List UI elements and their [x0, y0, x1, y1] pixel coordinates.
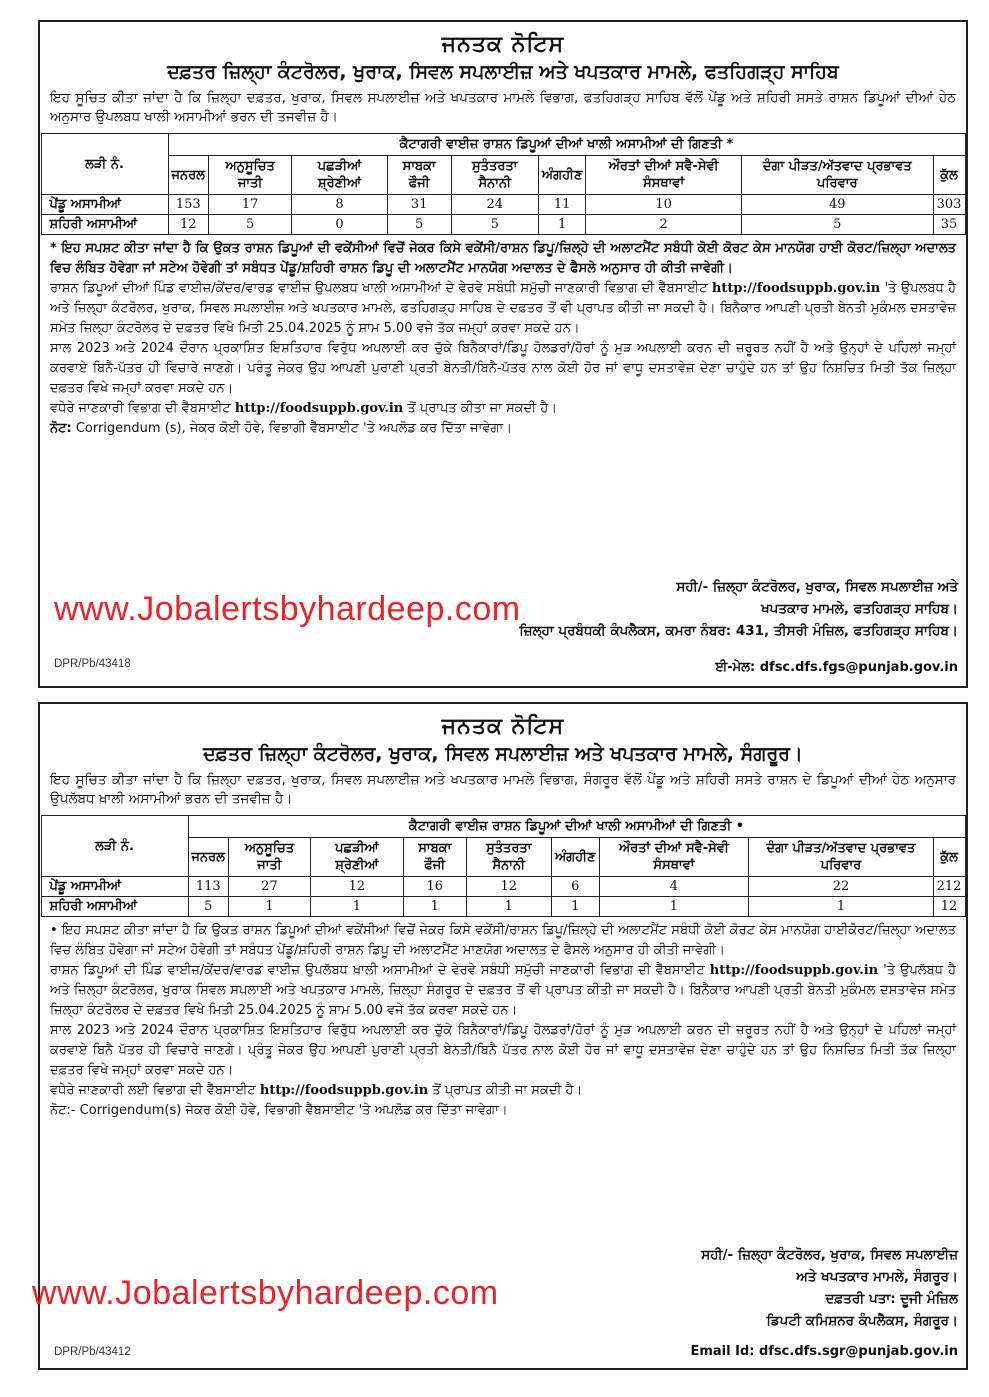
notice-title: ਜਨਤਕ ਨੋਟਿਸ [441, 32, 565, 57]
court-case-clause: * ਇਹ ਸਪਸ਼ਟ ਕੀਤਾ ਜਾਂਦਾ ਹੈ ਕਿ ਉਕਤ ਰਾਸ਼ਨ ਡਿਪੂਆਂ ਦੀ ਵਕੇਂਸੀਆਂ ਵਿਚੋਂ ਜੇਕਰ ਕਿਸੇ ਵਕੇਂਸੀ/ਰਾਸ਼ਨ ਡਿਪੂ/ਜ਼ਿਲ੍ਹੇ ਦੀ ਅਲਾਟਮੈਂਟ ਸਬੰਧੀ ਕੋਈ ਕੋਰਟ ਕੇਸ ਮਾਨਯੋਗ ਹਾਈ ਕੋਰਟ/ਜ਼ਿਲ੍ਹਾ ਅਦਾਲਤ ਵਿਚ ਲੰਬਿਤ ਹੋਵੇਗਾ ਜਾਂ ਸਟੇਅ ਹੋਵੇਗੀ ਤਾਂ ਸਬੰਧਤ ਪੇਂਡੂ/ਸ਼ਹਿਰੀ ਰਾਸ਼ਨ ਡਿਪੂ ਦੀ ਅਲਾਟਮੈਂਟ ਮਾਨਯੋਗ ਅਦਾਲਤ ਦੇ ਫੈਸਲੇ ਅਨੁਸਾਰ ਹੀ ਕੀਤੀ ਜਾਵੇਗੀ। [50, 241, 956, 276]
cell: 1 [599, 897, 749, 917]
notice-fatehgarh-sahib [38, 20, 968, 688]
intro-paragraph: ਇਹ ਸੂਚਿਤ ਕੀਤਾ ਜਾਂਦਾ ਹੈ ਕਿ ਜ਼ਿਲ੍ਹਾ ਦਫ਼ਤਰ, ਖੁਰਾਕ, ਸਿਵਲ ਸਪਲਾਈਜ਼ ਅਤੇ ਖਪਤਕਾਰ ਮਾਮਲੇ ਵਿਭਾਗ, ਸੰਗਰੂਰ ਵੱਲੋਂ ਪੇਂਡੂ ਅਤੇ ਸ਼ਹਿਰੀ ਸਸਤੇ ਰਾਸ਼ਨ ਦੇ ਡਿਪੂਆਂ ਦੀਆਂ ਹੇਠ ਅਨੁਸਾਰ ਉਪਲੱਬਧ ਖ਼ਾਲੀ ਅਸਾਮੀਆਂ ਭਰਨ ਦੀ ਤਜਵੀਜ਼ ਹੈ। [50, 772, 956, 807]
row-label-urban: ਸ਼ਹਿਰੀ ਅਸਾਮੀਆਂ [41, 215, 168, 235]
signature-line: ਸਹੀ/- ਜ਼ਿਲ੍ਹਾ ਕੰਟਰੋਲਰ, ਖੁਰਾਕ, ਸਿਵਲ ਸਪਲਾਈਜ਼ [701, 1247, 958, 1263]
cell: 10 [586, 195, 741, 215]
signature-line: ਸਹੀ/- ਜ਼ਿਲ੍ਹਾ ਕੰਟਰੋਲਰ, ਖੁਰਾਕ, ਸਿਵਲ ਸਪਲਾਈਜ਼ ਅਤੇ [676, 579, 958, 595]
cell: 12 [933, 897, 965, 917]
row-label-rural: ਪੇਂਡੂ ਅਸਾਮੀਆਂ [41, 877, 188, 897]
signature-line: ਜ਼ਿਲ੍ਹਾ ਪ੍ਰਬੰਧਕੀ ਕੰਪਲੈਕਸ, ਕਮਰਾ ਨੰਬਰ: 431, ਤੀਸਰੀ ਮੰਜ਼ਿਲ, ਫਤਹਿਗੜ੍ਹ ਸਾਹਿਬ। [519, 623, 958, 639]
signature-block [701, 1244, 958, 1332]
col-total: ਕੁੱਲ [933, 156, 965, 195]
cell: 303 [933, 195, 965, 215]
dpr-number: DPR/Pb/43412 [54, 1346, 131, 1358]
website-info-text: ਰਾਸ਼ਨ ਡਿਪੂਆਂ ਦੀਆਂ ਪਿੰਡ ਵਾਈਜ਼/ਕੇਂਦਰ/ਵਾਰਡ ਵਾਈਜ਼ ਉਪਲਬਧ ਖਾਲੀ ਅਸਾਮੀਆਂ ਦੇ ਵੇਰਵੇ ਸਬੰਧੀ ਸਮੁੱਚੀ ਜਾਣਕਾਰੀ ਵਿਭਾਗ ਦੀ ਵੈੱਬਸਾਈਟ [50, 281, 708, 296]
category-header-row [41, 156, 965, 195]
website-info-paragraph [50, 279, 956, 339]
office-heading: ਦਫ਼ਤਰ ਜ਼ਿਲ੍ਹਾ ਕੰਟਰੋਲਰ, ਖੁਰਾਕ, ਸਿਵਲ ਸਪਲਾਈਜ਼ ਅਤੇ ਖਪਤਕਾਰ ਮਾਮਲੇ, ਫਤਹਿਗੜ੍ਹ ਸਾਹਿਬ [167, 61, 839, 83]
col-bc: ਪਛੜੀਆਂ ਸ਼੍ਰੇਣੀਆਂ [310, 838, 403, 877]
cell: 5 [387, 215, 451, 235]
cell: 27 [228, 877, 310, 897]
row-label-rural: ਪੇਂਡੂ ਅਸਾਮੀਆਂ [41, 195, 168, 215]
website-link[interactable]: http://foodsuppb.gov.in [711, 281, 881, 296]
more-info-link[interactable]: http://foodsuppb.gov.in [234, 401, 404, 416]
table-row [41, 877, 965, 897]
cell: 1 [466, 897, 551, 917]
cell: 113 [188, 877, 228, 897]
court-case-clause: • ਇਹ ਸਪਸ਼ਟ ਕੀਤਾ ਜਾਂਦਾ ਹੈ ਕਿ ਉਕਤ ਰਾਸ਼ਨ ਡਿਪੂਆਂ ਦੀਆਂ ਵਕੇਂਸੀਆਂ ਵਿਚੋਂ ਜੇਕਰ ਕਿਸੇ ਵਕੇਂਸੀ/ਰਾਸ਼ਨ ਡਿਪੂ/ਜ਼ਿਲ੍ਹੇ ਦੀ ਅਲਾਟਮੈਂਟ ਸਬੰਧੀ ਕੋਈ ਕੋਰਟ ਕੇਸ ਮਾਨਯੋਗ ਹਾਈਕੋਰਟ/ਜ਼ਿਲ੍ਹਾ ਅਦਾਲਤ ਵਿਚ ਲੰਬਿਤ ਹੋਵੇਗਾ ਜਾਂ ਸਟੇਅ ਹੋਵੇਗੀ ਤਾਂ ਸਬੰਧਤ ਪੇਂਡੂ/ਸ਼ਹਿਰੀ ਰਾਸ਼ਨ ਡਿਪੂ ਦੀ ਅਲਾਟਮੈਂਟ ਮਾਣਯੋਗ ਅਦਾਲਤ ਦੇ ਫੈਸਲੇ ਅਨੁਸਾਰ ਹੀ ਕੀਤੀ ਜਾਵੇਗੀ। [50, 923, 956, 958]
col-handicapped: ਅੰਗਹੀਣ [538, 156, 586, 195]
cell: 4 [599, 877, 749, 897]
cell: 17 [208, 195, 291, 215]
intro-paragraph: ਇਹ ਸੂਚਿਤ ਕੀਤਾ ਜਾਂਦਾ ਹੈ ਕਿ ਜ਼ਿਲ੍ਹਾ ਦਫ਼ਤਰ, ਖੁਰਾਕ, ਸਿਵਲ ਸਪਲਾਈਜ਼ ਅਤੇ ਖਪਤਕਾਰ ਮਾਮਲੇ ਵਿਭਾਗ, ਫਤਹਿਗੜ੍ਹ ਸਾਹਿਬ ਵੱਲੋਂ ਪੇਂਡੂ ਅਤੇ ਸ਼ਹਿਰੀ ਸਸਤੇ ਰਾਸ਼ਨ ਡਿਪੂਆਂ ਦੀਆਂ ਹੇਠ ਅਨੁਸਾਰ ਉਪਲਬਧ ਖਾਲੀ ਅਸਾਮੀਆਂ ਭਰਨ ਦੀ ਤਜਵੀਜ਼ ਹੈ। [50, 90, 956, 125]
cell: 153 [168, 195, 208, 215]
more-info-text: ਵਧੇਰੇ ਜਾਣਕਾਰੀ ਲਈ ਵਿਭਾਗ ਦੀ ਵੈੱਬਸਾਈਟ [50, 1083, 256, 1098]
serial-header: ਲੜੀ ਨੰ. [41, 816, 188, 877]
cell: 16 [403, 877, 466, 897]
cell: 1 [403, 897, 466, 917]
signature-line: ਦਫ਼ਤਰੀ ਪਤਾ: ਦੂਜੀ ਮੰਜ਼ਿਲ [825, 1291, 958, 1307]
submission-text: 'ਤੇ ਉਪਲੱਬਧ ਹੈ ਅਤੇ ਜ਼ਿਲ੍ਹਾ ਕੰਟਰੋਲਰ, ਖੁਰਾਕ ਸਿਵਲ ਸਪਲਾਈ ਅਤੇ ਖਪਤਕਾਰ ਮਾਮਲੇ, ਜ਼ਿਲ੍ਹਾ ਸੰਗਰੂਰ ਦੇ ਦਫ਼ਤਰ ਤੋਂ ਵੀ ਪ੍ਰਾਪਤ ਕੀਤੀ ਜਾ ਸਕਦੀ ਹੈ। ਬਿਨੈਕਾਰ ਆਪਣੀ ਪ੍ਰਤੀ ਬੇਨਤੀ ਮੁਕੰਮਲ ਦਸਤਾਵੇਜ਼ ਸਮੇਤ ਜ਼ਿਲ੍ਹਾ ਕੰਟਰੋਲਰ ਦੇ ਦਫ਼ਤਰ ਵਿਖੇ ਮਿਤੀ 25.04.2025 ਨੂੰ ਸ਼ਾਮ 5.00 ਵਜੇ ਤੱਕ ਕਰਵਾ ਸਕਦੇ ਹਨ। [50, 963, 957, 1018]
cell: 5 [208, 215, 291, 235]
note-label: ਨੋਟ:- [50, 1103, 76, 1118]
signature-line: ਖਪਤਕਾਰ ਮਾਮਲੇ, ਫਤਹਿਗੜ੍ਹ ਸਾਹਿਬ। [761, 601, 958, 617]
note-paragraph [50, 419, 956, 439]
col-total: ਕੁੱਲ [933, 838, 965, 877]
table-row [41, 195, 965, 215]
cell: 5 [188, 897, 228, 917]
signature-block [519, 576, 958, 642]
cell: 12 [310, 877, 403, 897]
watermark-text: www.Jobalertsbyhardeep.com [54, 590, 521, 628]
note-paragraph [50, 1101, 956, 1121]
col-handicapped: ਅੰਗਹੀਣ [551, 838, 599, 877]
cell: 5 [741, 215, 933, 235]
cell: 1 [538, 215, 586, 235]
col-general: ਜਨਰਲ [168, 156, 208, 195]
col-riot-affected: ਦੰਗਾ ਪੀੜਤ/ਅੱਤਵਾਦ ਪ੍ਰਭਾਵਤ ਪਰਿਵਾਰ [741, 156, 933, 195]
col-freedom-fighter: ਸੁਤੰਤਰਤਾ ਸੈਨਾਨੀ [451, 156, 538, 195]
cell: 24 [451, 195, 538, 215]
email-address[interactable]: Email Id: dfsc.dfs.sgr@punjab.gov.in [690, 1344, 958, 1359]
cell: 1 [228, 897, 310, 917]
vacancy-table [41, 815, 966, 917]
dpr-number: DPR/Pb/43418 [54, 658, 131, 670]
cell: 1 [551, 897, 599, 917]
cell: 1 [749, 897, 933, 917]
more-info-paragraph [50, 399, 956, 419]
col-bc: ਪਛੜੀਆਂ ਸ਼੍ਰੇਣੀਆਂ [292, 156, 387, 195]
notice-sangrur [32, 702, 968, 1370]
col-women-shg: ਔਰਤਾਂ ਦੀਆਂ ਸਵੈ-ਸੇਵੀ ਸੰਸਥਾਵਾਂ [599, 838, 749, 877]
table-row [41, 215, 965, 235]
col-women-shg: ਔਰਤਾਂ ਦੀਆਂ ਸਵੈ-ਸੇਵੀ ਸੰਸਥਾਵਾਂ [586, 156, 741, 195]
table-header-row [41, 134, 965, 156]
col-ex-servicemen: ਸਾਬਕਾ ਫੌਜੀ [387, 156, 451, 195]
email-address[interactable]: ਈ-ਮੇਲ: dfsc.dfs.fgs@punjab.gov.in [715, 660, 958, 675]
cell: 8 [292, 195, 387, 215]
cell: 22 [749, 877, 933, 897]
signature-line: ਡਿਪਟੀ ਕਮਿਸ਼ਨਰ ਕੰਪਲੈਕਸ, ਸੰਗਰੂਰ। [766, 1313, 958, 1329]
cell: 1 [310, 897, 403, 917]
more-info-link[interactable]: http://foodsuppb.gov.in [259, 1083, 429, 1098]
website-link[interactable]: http://foodsuppb.gov.in [709, 963, 879, 978]
previous-applicants-paragraph: ਸਾਲ 2023 ਅਤੇ 2024 ਦੌਰਾਨ ਪ੍ਰਕਾਸ਼ਿਤ ਇਸ਼ਤਿਹਾਰ ਵਿਰੁੱਧ ਅਪਲਾਈ ਕਰ ਚੁੱਕੇ ਬਿਨੈਕਾਰਾਂ/ਡਿਪੂ ਹੋਲਡਰਾਂ/ਹੋਰਾਂ ਨੂੰ ਮੁੜ ਅਪਲਾਈ ਕਰਨ ਦੀ ਜ਼ਰੂਰਤ ਨਹੀਂ ਹੈ ਅਤੇ ਉਨ੍ਹਾਂ ਦੇ ਪਹਿਲਾਂ ਜਮ੍ਹਾਂ ਕਰਵਾਏ ਬਿਨੈ-ਪੱਤਰ ਹੀ ਵਿਚਾਰੇ ਜਾਣਗੇ। ਪਰੰਤੂ ਜੇਕਰ ਉਹ ਆਪਣੀ ਪੁਰਾਣੀ ਪ੍ਰਤੀ ਬੇਨਤੀ/ਬਿਨੈ-ਪੱਤਰ ਨਾਲ ਕੋਈ ਹੋਰ ਜਾਂ ਵਾਧੂ ਦਸਤਾਵੇਜ਼ ਦੇਣਾ ਚਾਹੁੰਦੇ ਹਨ ਤਾਂ ਉਹ ਨਿਸ਼ਚਿਤ ਮਿਤੀ ਤੱਕ ਜ਼ਿਲ੍ਹਾ ਦਫ਼ਤਰ ਵਿਖੇ ਜਮ੍ਹਾਂ ਕਰਵਾ ਸਕਦੇ ਹਨ। [50, 341, 956, 396]
cell: 49 [741, 195, 933, 215]
more-info-suffix: ਤੋਂ ਪ੍ਰਾਪਤ ਕੀਤੀ ਜਾ ਸਕਦੀ ਹੈ। [432, 1083, 583, 1098]
note-label: ਨੋਟ: [50, 421, 72, 436]
category-group-header: ਕੈਟਾਗਰੀ ਵਾਈਜ਼ ਰਾਸ਼ਨ ਡਿਪੂਆਂ ਦੀਆਂ ਖਾਲੀ ਅਸਾਮੀਆਂ ਦੀ ਗਿਣਤੀ * [168, 134, 965, 156]
office-heading: ਦਫ਼ਤਰ ਜ਼ਿਲ੍ਹਾ ਕੰਟਰੋਲਰ, ਖੁਰਾਕ, ਸਿਵਲ ਸਪਲਾਈਜ਼ ਅਤੇ ਖਪਤਕਾਰ ਮਾਮਲੇ, ਸੰਗਰੂਰ। [203, 743, 803, 765]
more-info-text: ਵਧੇਰੇ ਜਾਣਕਾਰੀ ਵਿਭਾਗ ਦੀ ਵੈੱਬਸਾਈਟ [50, 401, 231, 416]
previous-applicants-paragraph: ਸਾਲ 2023 ਅਤੇ 2024 ਦੌਰਾਨ ਪ੍ਰਕਾਸ਼ਿਤ ਇਸ਼ਤਿਹਾਰ ਵਿਰੁੱਧ ਅਪਲਾਈ ਕਰ ਚੁੱਕੇ ਬਿਨੈਕਾਰਾਂ/ਡਿਪੂ ਹੋਲਡਰਾਂ/ਹੋਰਾਂ ਨੂੰ ਮੁੜ ਅਪਲਾਈ ਕਰਨ ਦੀ ਜ਼ਰੂਰਤ ਨਹੀਂ ਹੈ ਅਤੇ ਉਨ੍ਹਾਂ ਦੇ ਪਹਿਲਾਂ ਜਮ੍ਹਾਂ ਕਰਵਾਏ ਬਿਨੈ ਪੱਤਰ ਹੀ ਵਿਚਾਰੇ ਜਾਣਗੇ। ਪ੍ਰੰਤੂ ਜੇਕਰ ਉਹ ਆਪਣੀ ਪੁਰਾਣੀ ਪ੍ਰਤੀ ਬੇਨਤੀ/ਬਿਨੈ ਪੱਤਰ ਨਾਲ ਕੋਈ ਹੋਰ ਜਾਂ ਵਾਧੂ ਦਸਤਾਵੇਜ਼ ਦੇਣਾ ਚਾਹੁੰਦੇ ਹਨ ਤਾਂ ਉਹ ਨਿਸ਼ਚਿਤ ਮਿਤੀ ਤੱਕ ਜ਼ਿਲ੍ਹਾ ਦਫ਼ਤਰ ਵਿਖੇ ਜਮ੍ਹਾਂ ਕਰਵਾ ਸਕਦੇ ਹਨ। [50, 1023, 956, 1078]
cell: 212 [933, 877, 965, 897]
cell: 12 [466, 877, 551, 897]
more-info-suffix: ਤੋਂ ਪ੍ਰਾਪਤ ਕੀਤਾ ਜਾ ਸਕਦੀ ਹੈ। [407, 401, 558, 416]
website-info-paragraph [50, 961, 956, 1021]
more-info-paragraph [50, 1081, 956, 1101]
vacancy-table [41, 133, 966, 235]
col-riot-affected: ਦੰਗਾ ਪੀੜਤ/ਅੱਤਵਾਦ ਪ੍ਰਭਾਵਤ ਪਰਿਵਾਰ [749, 838, 933, 877]
cell: 11 [538, 195, 586, 215]
table-row [41, 897, 965, 917]
col-general: ਜਨਰਲ [188, 838, 228, 877]
submission-text: 'ਤੇ ਉਪਲਬਧ ਹੈ ਅਤੇ ਜ਼ਿਲ੍ਹਾ ਕੰਟਰੋਲਰ, ਖੁਰਾਕ, ਸਿਵਲ ਸਪਲਾਈਜ਼ ਅਤੇ ਖਪਤਕਾਰ ਮਾਮਲੇ, ਫਤਹਿਗੜ੍ਹ ਸਾਹਿਬ ਦੇ ਦਫ਼ਤਰ ਤੋਂ ਵੀ ਪ੍ਰਾਪਤ ਕੀਤੀ ਜਾ ਸਕਦੀ ਹੈ। ਬਿਨੈਕਾਰ ਆਪਣੀ ਪ੍ਰਤੀ ਬੇਨਤੀ ਮੁਕੰਮਲ ਦਸਤਾਵੇਜ਼ ਸਮੇਤ ਜ਼ਿਲ੍ਹਾ ਕੰਟਰੋਲਰ ਦੇ ਦਫ਼ਤਰ ਵਿਖੇ ਮਿਤੀ 25.04.2025 ਨੂੰ ਸ਼ਾਮ 5.00 ਵਜੇ ਤੱਕ ਜਮ੍ਹਾਂ ਕਰਵਾ ਸਕਦੇ ਹਨ। [50, 281, 957, 336]
notice-title: ਜਨਤਕ ਨੋਟਿਸ [441, 714, 565, 739]
notice-body [40, 235, 966, 439]
cell: 6 [551, 877, 599, 897]
cell: 2 [586, 215, 741, 235]
signature-line: ਅਤੇ ਖਪਤਕਾਰ ਮਾਮਲੇ, ਸੰਗਰੂਰ। [796, 1269, 958, 1285]
table-header-row [41, 816, 965, 838]
note-text: Corrigendum (s), ਜੇਕਰ ਕੋਈ ਹੋਵੇ, ਵਿਭਾਗੀ ਵੈੱਬਸਾਈਟ 'ਤੇ ਅਪਲੋਡ ਕਰ ਦਿੱਤਾ ਜਾਵੇਗਾ। [75, 421, 512, 436]
cell: 0 [292, 215, 387, 235]
col-sc: ਅਨੁਸੂਚਿਤ ਜਾਤੀ [228, 838, 310, 877]
category-group-header: ਕੈਟਾਗਰੀ ਵਾਈਜ਼ ਰਾਸ਼ਨ ਡਿਪੂਆਂ ਦੀਆਂ ਖਾਲੀ ਅਸਾਮੀਆਂ ਦੀ ਗਿਣਤੀ • [188, 816, 965, 838]
col-ex-servicemen: ਸਾਬਕਾ ਫੌਜੀ [403, 838, 466, 877]
notice-body [40, 917, 966, 1121]
cell: 5 [451, 215, 538, 235]
row-label-urban: ਸ਼ਹਿਰੀ ਅਸਾਮੀਆਂ [41, 897, 188, 917]
note-text: Corrigendum(s) ਜੇਕਰ ਕੋਈ ਹੋਵੇ, ਵਿਭਾਗੀ ਵੈੱਬਸਾਈਟ 'ਤੇ ਅਪਲੋਡ ਕਰ ਦਿੱਤਾ ਜਾਵੇਗਾ। [79, 1103, 508, 1118]
cell: 35 [933, 215, 965, 235]
serial-header: ਲੜੀ ਨੰ. [41, 134, 168, 195]
col-freedom-fighter: ਸੁਤੰਤਰਤਾ ਸੈਨਾਨੀ [466, 838, 551, 877]
cell: 31 [387, 195, 451, 215]
watermark-text: www.Jobalertsbyhardeep.com [32, 1274, 499, 1312]
website-info-text: ਰਾਸ਼ਨ ਡਿਪੂਆਂ ਦੀ ਪਿੰਡ ਵਾਈਜ਼/ਕੇਂਦਰ/ਵਾਰਡ ਵਾਈਜ਼ ਉਪਲੱਬਧ ਖ਼ਾਲੀ ਅਸਾਮੀਆਂ ਦੇ ਵੇਰਵੇ ਸਬੰਧੀ ਸਮੁੱਚੀ ਜਾਣਕਾਰੀ ਵਿਭਾਗ ਦੀ ਵੈੱਬਸਾਈਟ [50, 963, 705, 978]
col-sc: ਅਨੁਸੂਚਿਤ ਜਾਤੀ [208, 156, 291, 195]
cell: 12 [168, 215, 208, 235]
